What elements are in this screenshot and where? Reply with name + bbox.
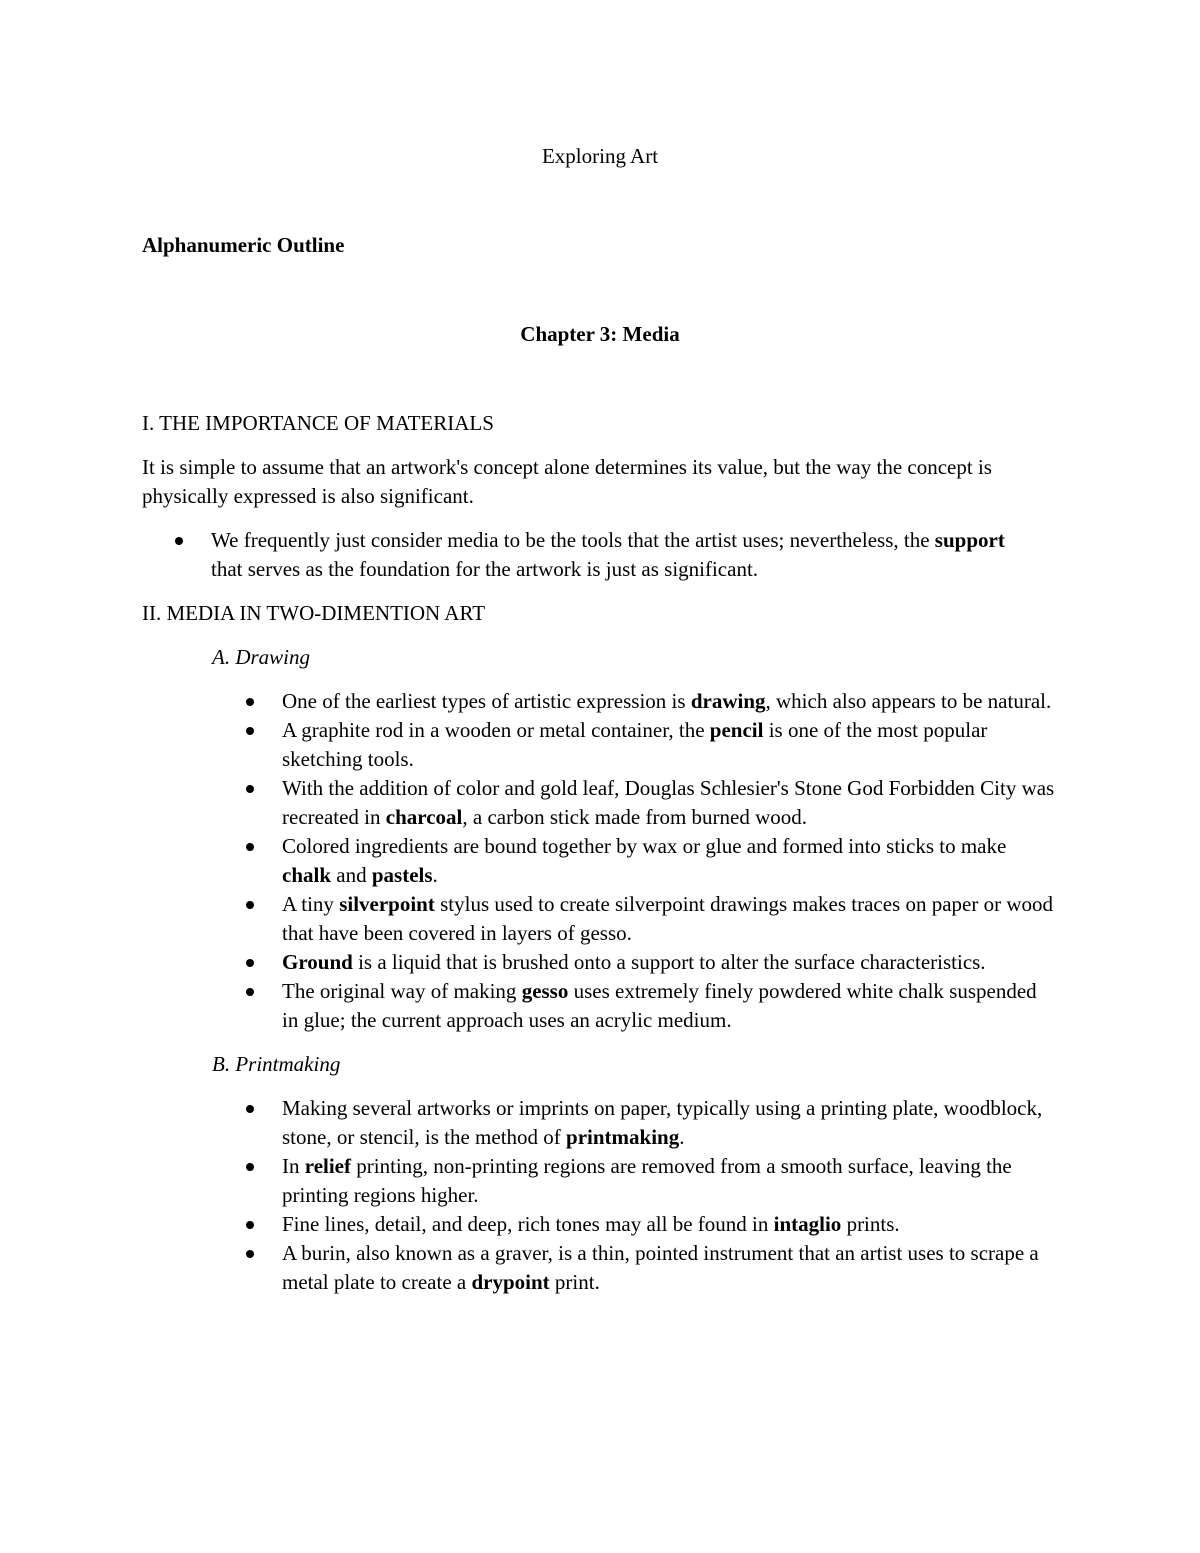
list-item-text: stylus used to create silverpoint drawings makes traces on paper or wood that have been covered in layers of gesso. [282,892,1054,945]
bullet-dot-icon [246,1221,254,1229]
list-item-term: relief [304,1154,351,1178]
bullet-dot-icon [246,843,254,851]
list-item-term: drypoint [471,1270,550,1294]
chapter-heading: Chapter 3: Media [520,322,680,346]
bullet-dot-icon [246,727,254,735]
list-item [212,977,1057,1035]
list-item [212,890,1057,948]
bullet-list [142,526,1062,584]
list-item-text: that serves as the foundation for the artwork is just as significant. [211,557,759,581]
bullet-dot-icon [246,901,254,909]
document-title: Exploring Art [541,144,659,168]
section-heading-media: II. MEDIA IN TWO-DIMENTION ART [142,601,486,625]
list-item-text: is one of the most popular sketching tools. [282,718,988,771]
list-item-text: printing, non-printing regions are removed from a smooth surface, leaving the printing regions higher. [282,1154,1012,1207]
list-item-text: prints. [841,1212,900,1236]
list-item-text: Fine lines, detail, and deep, rich tones may all be found in [282,1212,774,1236]
list-item [212,687,1057,716]
list-item-text: , which also appears to be natural. [765,689,1052,713]
bullet-dot-icon [246,959,254,967]
list-item-text: Making several artworks or imprints on paper, typically using a printing plate, woodblock, stone, or stencil, is the method of [282,1096,1043,1149]
list-item-text: With the addition of color and gold leaf, Douglas Schlesier's Stone God Forbidden City was recreated in [282,776,1055,829]
list-item-term: pastels [371,863,433,887]
list-item-text: One of the earliest types of artistic expression is [282,689,691,713]
list-item-text: and [331,863,372,887]
list-item-text: is a liquid that is brushed onto a support to alter the surface characteristics. [352,950,986,974]
outline-content [142,409,1062,1312]
list-item-text: In [282,1154,305,1178]
list-item-term: silverpoint [339,892,435,916]
drawing-bullet-list [212,687,1062,1035]
list-item-term: intaglio [773,1212,842,1236]
list-item [212,1210,1057,1239]
bullet-dot-icon [246,698,254,706]
list-item-text: , a carbon stick made from burned wood. [462,805,808,829]
list-item-text: The original way of making [282,979,522,1003]
section-heading-materials: I. THE IMPORTANCE OF MATERIALS [142,411,494,435]
bullet-dot-icon [175,537,183,545]
list-item [212,1094,1057,1152]
list-item-text: . [432,863,438,887]
list-item-term: gesso [521,979,569,1003]
list-item-text: uses extremely finely powdered white chalk suspended in glue; the current approach uses an acrylic medium. [282,979,1037,1032]
list-item-term: Ground [282,950,353,974]
list-item [212,716,1057,774]
list-item-term: charcoal [385,805,463,829]
printmaking-bullet-list [212,1094,1062,1297]
list-item-term: pencil [709,718,764,742]
outline-label: Alphanumeric Outline [142,233,345,257]
subheading-printmaking: B. Printmaking [212,1052,341,1076]
list-item-text: A tiny [282,892,340,916]
list-item-text: print. [549,1270,600,1294]
list-item-text: Colored ingredients are bound together by wax or glue and formed into sticks to make [282,834,1007,858]
list-item-text: . [679,1125,685,1149]
subheading-drawing: A. Drawing [212,645,311,669]
list-item-term: drawing [690,689,766,713]
list-item [142,526,1031,584]
bullet-dot-icon [246,785,254,793]
section-paragraph: It is simple to assume that an artwork's concept alone determines its value, but the way the concept is physically expressed is also significant. [142,455,992,508]
list-item [212,832,1057,890]
bullet-dot-icon [246,1163,254,1171]
list-item-text: We frequently just consider media to be the tools that the artist uses; nevertheless, the [211,528,935,552]
list-item-term: support [934,528,1005,552]
list-item [212,774,1057,832]
bullet-dot-icon [246,988,254,996]
bullet-dot-icon [246,1105,254,1113]
list-item-text: A graphite rod in a wooden or metal container, the [282,718,710,742]
list-item-term: printmaking [566,1125,680,1149]
list-item-text: A burin, also known as a graver, is a thin, pointed instrument that an artist uses to scrape a metal plate to create a [282,1241,1039,1294]
list-item-term: chalk [282,863,332,887]
list-item [212,948,1057,977]
list-item [212,1239,1057,1297]
list-item [212,1152,1057,1210]
bullet-dot-icon [246,1250,254,1258]
